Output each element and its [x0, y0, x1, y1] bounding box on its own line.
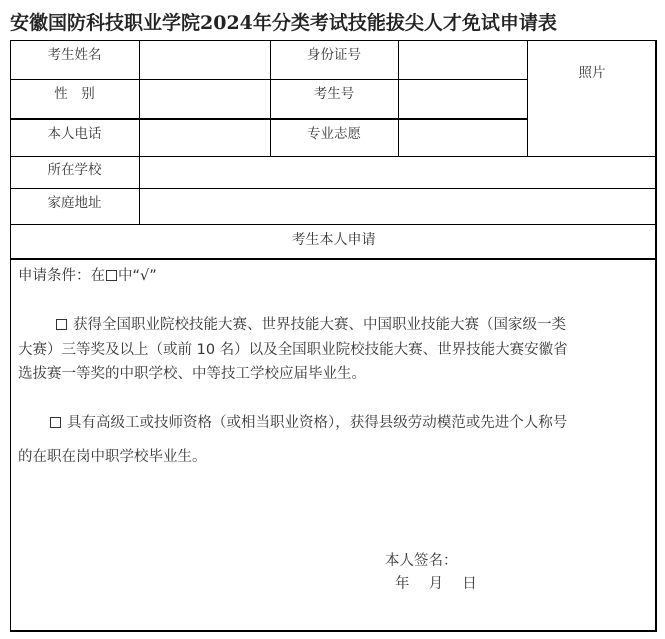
exam-number-field[interactable] — [399, 80, 527, 118]
label-exam-number: 考生号 — [313, 86, 355, 102]
option1-checkbox[interactable] — [56, 319, 67, 330]
label-school: 所在学校 — [47, 162, 102, 178]
option1-line1 — [56, 313, 566, 334]
signature-label: 本人签名： — [385, 553, 458, 569]
option2-line1 — [50, 411, 567, 432]
conditions-suffix: 中“√” — [118, 268, 157, 284]
label-major-preference: 专业志愿 — [307, 126, 361, 142]
row-divider — [10, 224, 657, 225]
conditions-prefix: 申请条件：在 — [18, 268, 105, 284]
label-address: 家庭地址 — [47, 195, 102, 211]
checkbox-icon — [106, 270, 117, 281]
option1-line3: 选拔赛一等奖的中职学校、中等技工学校应届毕业生。 — [18, 366, 366, 382]
page-title: 安徽国防科技职业学院2024年分类考试技能拔尖人才免试申请表 — [10, 12, 557, 34]
id-number-field[interactable] — [399, 41, 527, 79]
name-field[interactable] — [140, 41, 270, 79]
option2-line2: 的在职在岗中职学校毕业生。 — [18, 449, 207, 465]
photo-label: 照片 — [578, 65, 606, 81]
row-divider — [10, 258, 657, 260]
label-gender: 性 别 — [54, 86, 95, 102]
phone-field[interactable] — [140, 120, 270, 156]
label-phone: 本人电话 — [47, 126, 102, 142]
label-id-number: 身份证号 — [307, 47, 361, 63]
option1-text: 获得全国职业院校技能大赛、世界技能大赛、中国职业技能大赛（国家级一类 — [73, 317, 566, 333]
major-preference-field[interactable] — [399, 120, 527, 156]
school-field[interactable] — [140, 157, 656, 188]
option1-line2: 大赛）三等奖及以上（或前 10 名）以及全国职业院校技能大赛、世界技能大赛安徽省 — [18, 342, 568, 358]
photo-slot[interactable] — [528, 41, 656, 156]
label-name: 考生姓名 — [47, 47, 102, 63]
option2-text: 具有高级工或技师资格（或相当职业资格），获得县级劳动模范或先进个人称号 — [67, 415, 568, 431]
signature-field[interactable] — [460, 547, 610, 569]
date-label: 年 月 日 — [395, 576, 477, 592]
section-title: 考生本人申请 — [291, 232, 376, 248]
address-field[interactable] — [140, 189, 656, 224]
option2-checkbox[interactable] — [50, 417, 61, 428]
conditions-instruction — [18, 264, 157, 285]
gender-field[interactable] — [140, 80, 270, 118]
